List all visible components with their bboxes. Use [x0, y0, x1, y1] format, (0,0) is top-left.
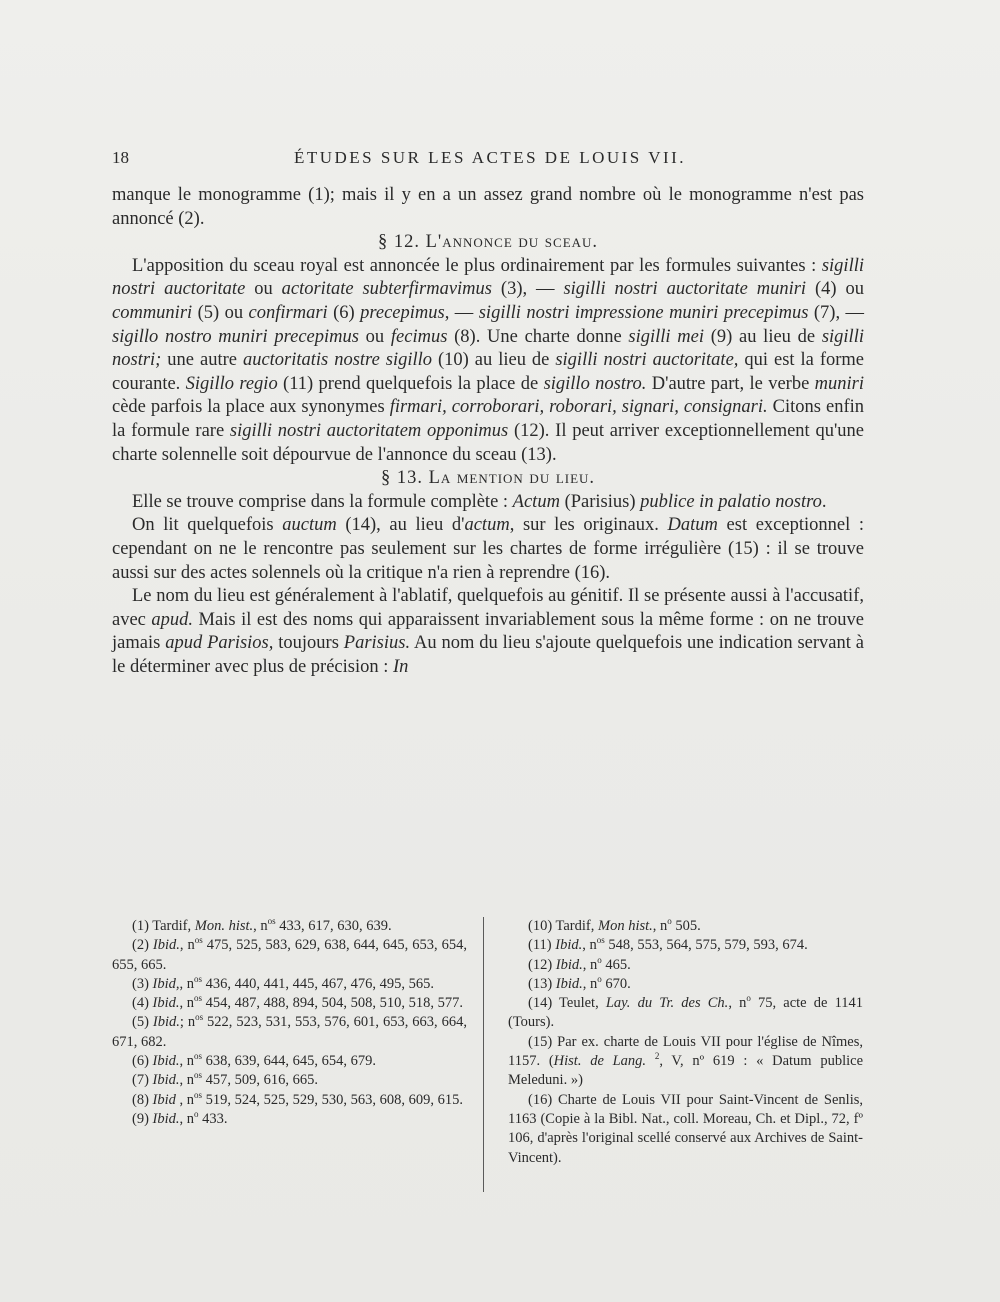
- footnote: (11) Ibid., $n^{os}$ 548, 553, 564, 575, 579, 593, 674.: [528, 935, 808, 954]
- footnote: (2) Ibid., $n^{os}$ 475, 525, 583, 629, 638, 644, 645, 653, 654, 655, 665.: [112, 935, 467, 973]
- footnote: (6) Ibid., $n^{os}$ 638, 639, 644, 645, 654, 679.: [132, 1051, 377, 1070]
- main-text: [112, 184, 864, 679]
- running-title: ÉTUDES SUR LES ACTES DE LOUIS VII.: [293, 148, 687, 167]
- footnote: (10) Tardif, Mon hist., $n^o$ 505.: [528, 916, 701, 934]
- footnote-column-divider: [483, 917, 484, 1192]
- footnote: (13) Ibid., $n^o$ 670.: [528, 974, 631, 992]
- paragraph-seal: L'apposition du sceau royal est annoncée le plus ordinairement par les formules suivantes : sigilli nostri auctoritate ou actoritate subterfirmavimus (3), — sigilli nostri auctoritate muniri (4) ou communiri (5) ou confirmari (6) precepimus, — sigilli nostri impressione muniri precepimus (7), — sigillo nostro muniri precepimus ou fecimus (8). Une charte donne sigilli mei (9) au lieu de sigilli nostri; une autre auctoritatis nostre sigillo (10) au lieu de sigilli nostri auctoritate, qui est la forme courante. Sigillo regio (11) prend quelquefois la place de sigillo nostro. D'autre part, le verbe muniri cède parfois la place aux synonymes firmari, corroborari, roborari, signari, consignari. Citons enfin la formule rare sigilli nostri auctoritatem opponimus (12). Il peut arriver exceptionnellement qu'une charte solennelle soit dépourvue de l'annonce du sceau (13).: [112, 255, 865, 465]
- section-heading-13: § 13. La mention du lieu.: [380, 468, 596, 489]
- footnote: (3) Ibid,, $n^{os}$ 436, 440, 441, 445, 467, 476, 495, 565.: [132, 974, 435, 992]
- footnote: (8) Ibid , $n^{os}$ 519, 524, 525, 529, 530, 563, 608, 609, 615.: [132, 1089, 464, 1108]
- footnote: (14) Teulet, Lay. du Tr. des Ch., $n^o$ 75, acte de 1141 (Tours).: [508, 993, 864, 1031]
- paragraph-place-name: Le nom du lieu est généralement à l'ablatif, quelquefois au génitif. Il se présente aussi à l'accusatif, avec apud. Mais il est des noms qui apparaissent invariablement sous la même forme : on ne trouve jamais apud Parisios, toujours Parisius. Au nom du lieu s'ajoute quelquefois une indication servant à le déterminer avec plus de précision : In: [112, 586, 864, 677]
- paragraph-continued: manque le monogramme (1); mais il y en a un assez grand nombre où le monogramme n'est pas annoncé (2).: [112, 185, 864, 229]
- footnote: (15) Par ex. charte de Louis VII pour l'église de Nîmes, 1157. (Hist. de Lang. $^2$, V, nº 619 : « Datum publice Meleduni. »): [508, 1033, 864, 1089]
- page-number: 18: [112, 148, 129, 167]
- running-header: [112, 148, 868, 172]
- footnote: (4) Ibid., $n^{os}$ 454, 487, 488, 894, 504, 508, 510, 518, 577.: [132, 993, 464, 1012]
- paragraph-place-formula: Elle se trouve comprise dans la formule complète : Actum (Parisius) publice in palatio nostro.: [132, 491, 827, 512]
- paragraph-auctum: On lit quelquefois auctum (14), au lieu d'actum, sur les originaux. Datum est exceptionnel : cependant on ne le rencontre pas seulement sur les chartes de forme irrégulière (15) : il se trouve aussi sur des actes solennels où la critique n'a rien à reprendre (16).: [112, 515, 865, 583]
- footnote: (9) Ibid., $n^o$ 433.: [132, 1109, 228, 1127]
- footnote: (16) Charte de Louis VII pour Saint-Vincent de Senlis, 1163 (Copie à la Bibl. Nat., coll. Moreau, Ch. et Dipl., 72, fº 106, d'après l'original scellé conservé aux Archives de Saint-Vincent).: [508, 1091, 863, 1166]
- footnotes-left-column: [112, 917, 467, 1129]
- footnote: (1) Tardif, Mon. hist., $n^{os}$ 433, 617, 630, 639.: [132, 916, 392, 934]
- footnote: (7) Ibid., $n^{os}$ 457, 509, 616, 665.: [132, 1070, 319, 1089]
- section-heading-12: § 12. L'annonce du sceau.: [377, 232, 599, 253]
- footnote: (12) Ibid., $n^o$ 465.: [528, 954, 631, 973]
- footnotes-right-column: [508, 917, 863, 1168]
- footnote: (5) Ibid.; $n^{os}$ 522, 523, 531, 553, 576, 601, 653, 663, 664, 671, 682.: [112, 1012, 467, 1050]
